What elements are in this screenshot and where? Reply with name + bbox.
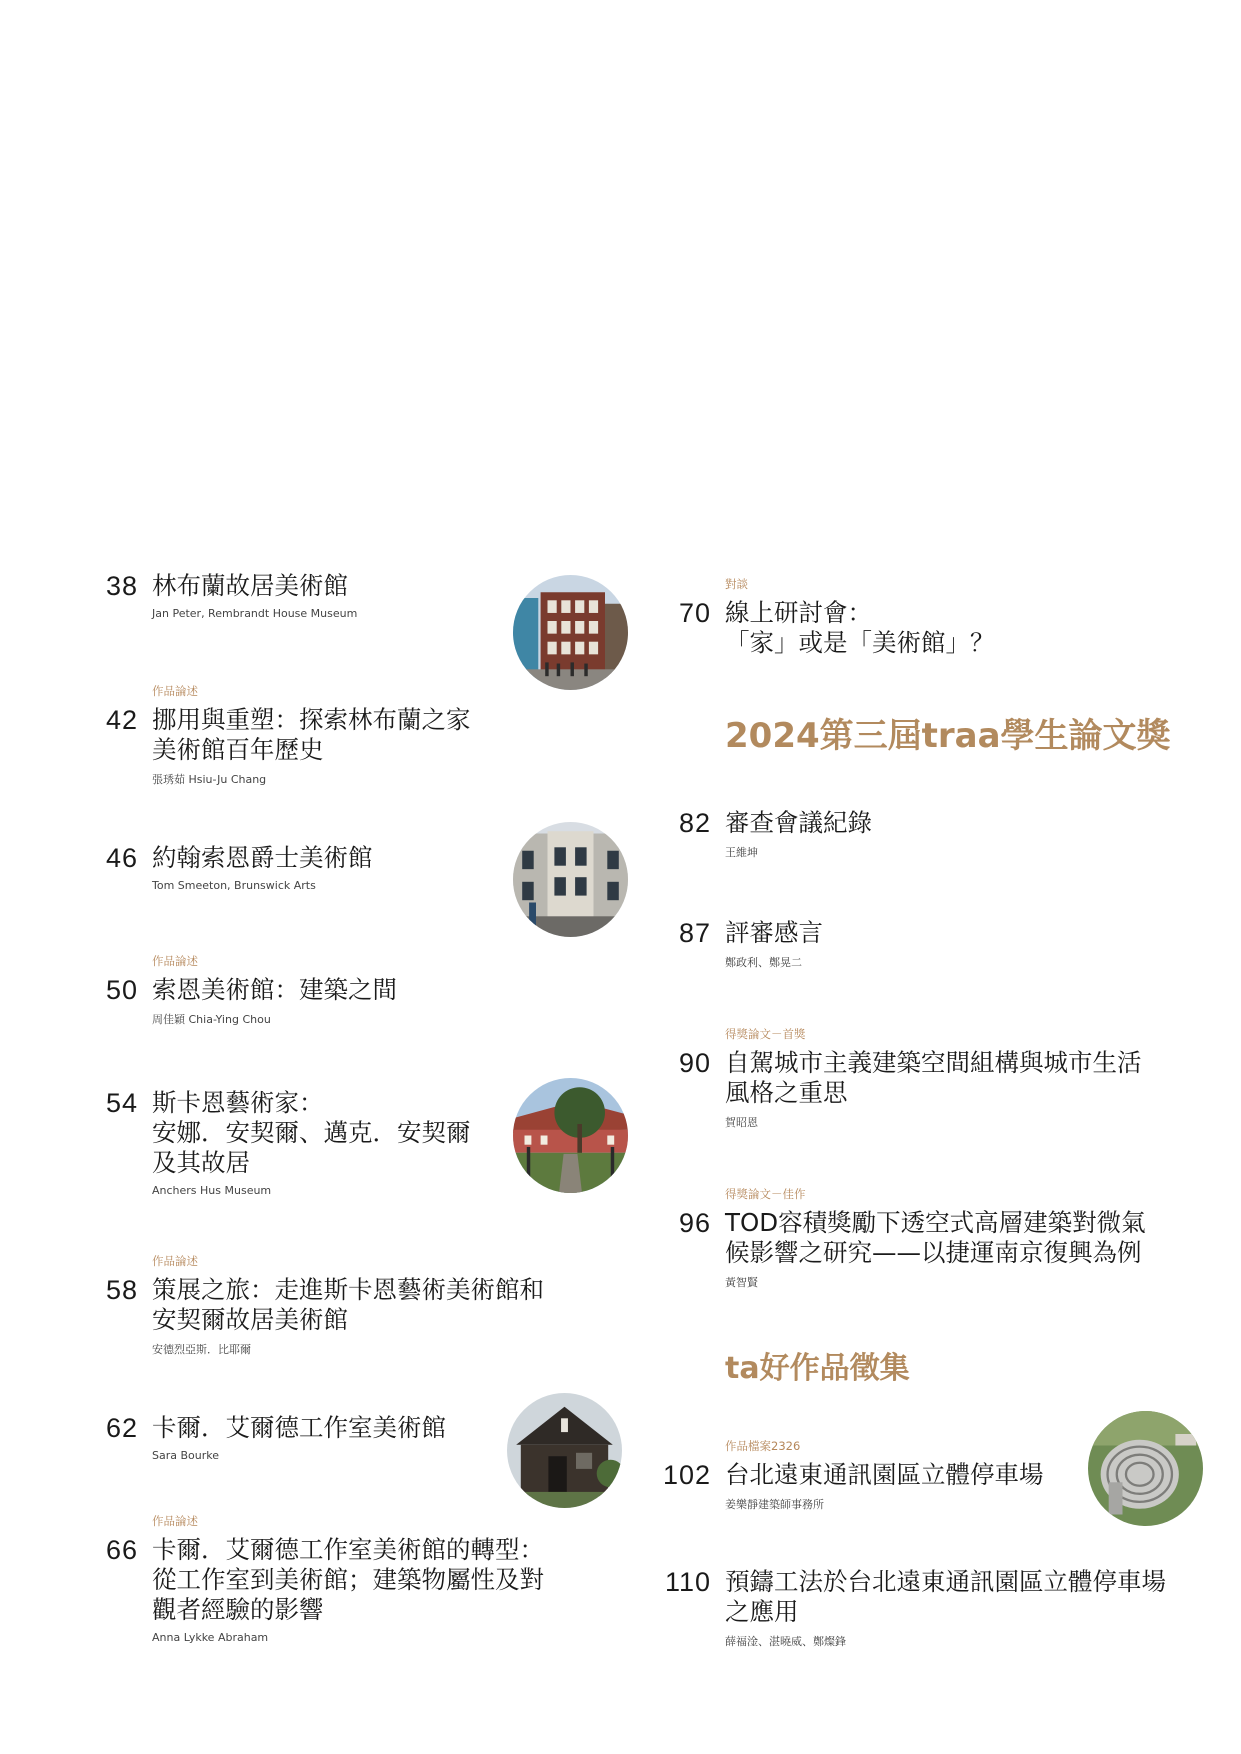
page-number: 54 (105, 1088, 138, 1118)
entry-title: 挪用與重塑：探索林布蘭之家 美術館百年歷史 (152, 705, 471, 764)
toc-entry-54[interactable] (105, 1088, 471, 1197)
entry-kicker: 得獎論文－佳作 (725, 1187, 806, 1201)
toc-entry-62[interactable] (105, 1413, 446, 1462)
entry-author: Jan Peter, Rembrandt House Museum (152, 607, 358, 620)
page-number: 70 (678, 598, 711, 628)
page-number: 66 (105, 1535, 138, 1565)
page-number: 110 (664, 1567, 711, 1597)
entry-author: Tom Smeeton, Brunswick Arts (152, 879, 316, 892)
entry-author: 王維坤 (725, 846, 758, 859)
section-title-ta-works: ta好作品徵集 (725, 1351, 910, 1386)
toc-entry-50[interactable] (105, 954, 397, 1027)
toc-entry-46[interactable] (105, 843, 373, 892)
section-title-student-award: 2024第三屆traa學生論文獎 (725, 716, 1171, 756)
rembrandt-house-photo (513, 575, 628, 690)
toc-entry-82[interactable] (678, 808, 872, 860)
entry-author: 周佳穎 Chia-Ying Chou (152, 1013, 271, 1026)
entry-title: 斯卡恩藝術家： 安娜．安契爾、邁克．安契爾 及其故居 (152, 1088, 471, 1177)
toc-entry-38[interactable] (105, 571, 358, 620)
toc-entry-110[interactable] (664, 1567, 1166, 1649)
page-number: 42 (105, 705, 138, 735)
entry-title: 約翰索恩爵士美術館 (152, 843, 373, 872)
entry-author: 薛福淦、湛曉威、鄭燦鋒 (725, 1635, 846, 1648)
entry-author: 安德烈亞斯．比耶爾 (152, 1343, 251, 1356)
entry-author: Anna Lykke Abraham (152, 1631, 269, 1644)
entry-title: 線上研討會： 「家」或是「美術館」？ (725, 598, 995, 657)
entry-title: TOD容積獎勵下透空式高層建築對微氣 候影響之研究——以捷運南京復興為例 (725, 1208, 1146, 1267)
entry-kicker: 得獎論文－首獎 (725, 1027, 806, 1041)
parking-structure-photo (1088, 1411, 1203, 1526)
entry-author: 鄭政利、鄭晃二 (725, 956, 802, 969)
soane-museum-photo (513, 822, 628, 937)
page-number: 87 (678, 918, 711, 948)
entry-author: 黃智賢 (725, 1276, 758, 1289)
entry-title: 評審感言 (725, 918, 823, 947)
toc-entry-58[interactable] (105, 1254, 544, 1357)
entry-title: 策展之旅：走進斯卡恩藝術美術館和 安契爾故居美術館 (152, 1275, 544, 1334)
entry-kicker: 作品檔案2326 (725, 1439, 801, 1453)
entry-author: 姜樂靜建築師事務所 (725, 1498, 824, 1511)
entry-author: 賀昭恩 (725, 1116, 758, 1129)
page-number: 46 (105, 843, 138, 873)
page-number: 50 (105, 975, 138, 1005)
entry-title: 台北遠東通訊園區立體停車場 (725, 1460, 1044, 1489)
entry-title: 林布蘭故居美術館 (152, 571, 348, 600)
carl-elder-studio-photo (507, 1393, 622, 1508)
toc-entry-70[interactable] (678, 577, 995, 658)
entry-author: Sara Bourke (152, 1449, 219, 1462)
entry-title: 自駕城市主義建築空間組構與城市生活 風格之重思 (725, 1048, 1142, 1107)
entry-title: 卡爾．艾爾德工作室美術館的轉型： 從工作室到美術館；建築物屬性及對 觀者經驗的影響 (152, 1535, 544, 1624)
entry-title: 卡爾．艾爾德工作室美術館 (152, 1413, 446, 1442)
page-number: 58 (105, 1275, 138, 1305)
entry-kicker: 作品論述 (152, 1254, 198, 1268)
entry-author: 張琇茹 Hsiu-Ju Chang (152, 773, 267, 786)
entry-title: 審查會議紀錄 (725, 808, 872, 837)
toc-entry-66[interactable] (105, 1514, 544, 1644)
toc-entry-90[interactable] (678, 1027, 1142, 1130)
page-number: 96 (678, 1208, 711, 1238)
anchers-hus-photo (513, 1078, 628, 1193)
toc-entry-87[interactable] (678, 918, 823, 970)
page-number: 90 (678, 1048, 711, 1078)
page-number: 82 (678, 808, 711, 838)
entry-kicker: 對談 (725, 577, 748, 591)
toc-entry-102[interactable] (662, 1439, 1044, 1512)
toc-entry-96[interactable] (678, 1187, 1146, 1290)
page-number: 38 (105, 571, 138, 601)
entry-author: Anchers Hus Museum (152, 1184, 272, 1197)
page-number: 102 (662, 1460, 711, 1490)
entry-kicker: 作品論述 (152, 1514, 198, 1528)
entry-title: 索恩美術館：建築之間 (152, 975, 397, 1004)
entry-kicker: 作品論述 (152, 684, 198, 698)
toc-entry-42[interactable] (105, 684, 471, 787)
entry-kicker: 作品論述 (152, 954, 198, 968)
page-number: 62 (105, 1413, 138, 1443)
entry-title: 預鑄工法於台北遠東通訊園區立體停車場 之應用 (725, 1567, 1166, 1626)
